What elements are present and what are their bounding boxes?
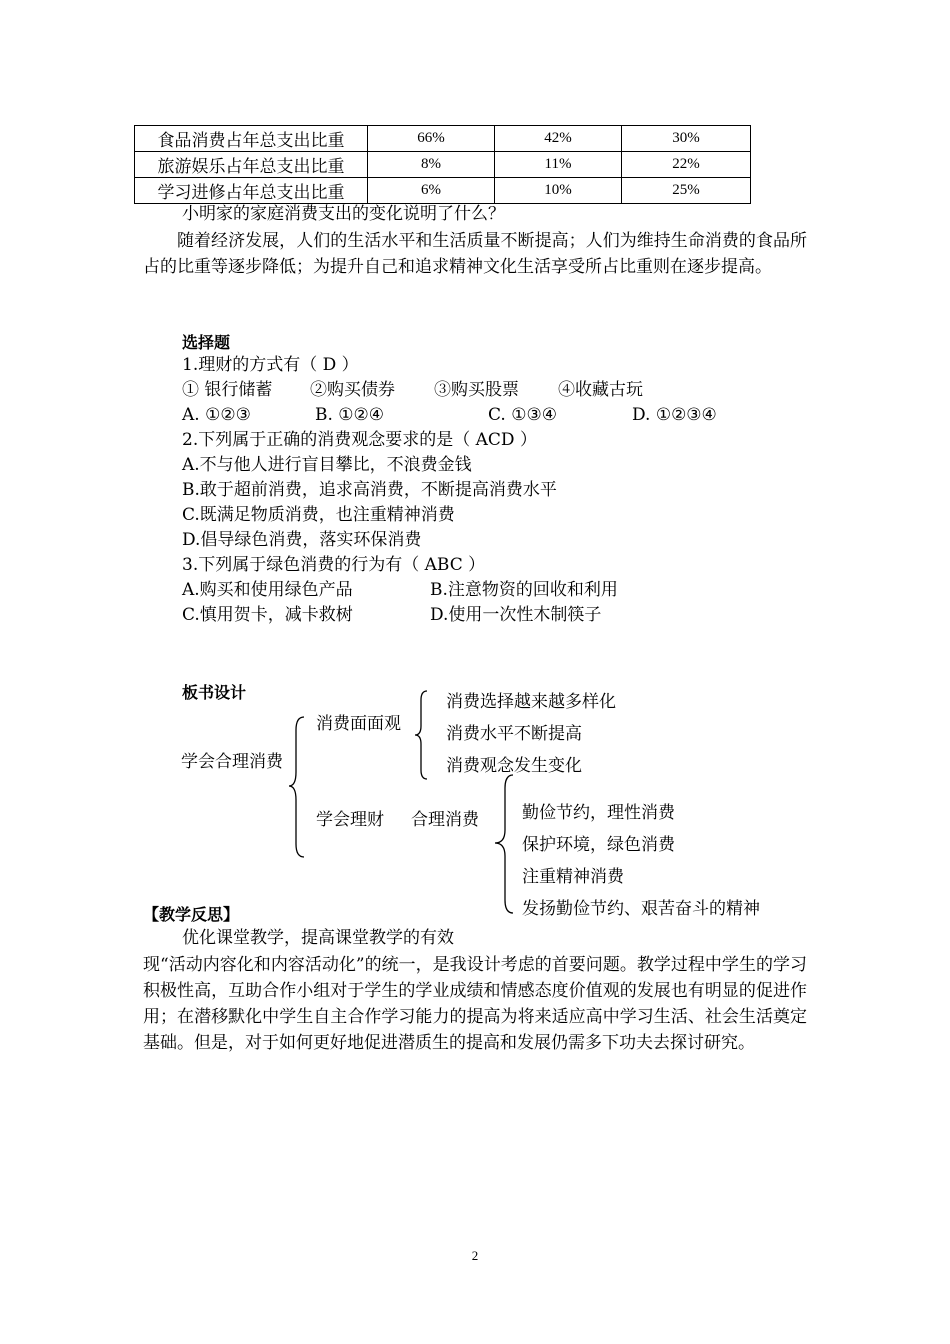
- q1-item: ②购买债券: [310, 380, 395, 400]
- q1-item: ③购买股票: [434, 380, 519, 400]
- cell-value: 22%: [622, 152, 751, 178]
- page-number: 2: [471, 1248, 479, 1263]
- branch-2-brace-icon: [494, 774, 516, 914]
- choice-heading: 选择题: [182, 333, 231, 352]
- cell-value: 42%: [495, 126, 622, 152]
- q2-option: A.不与他人进行盲目攀比，不浪费金钱: [182, 455, 472, 475]
- board-heading: 板书设计: [182, 683, 247, 702]
- consumption-table: [134, 125, 751, 204]
- cell-value: 66%: [368, 126, 495, 152]
- branch-2-item: 发扬勤俭节约、艰苦奋斗的精神: [522, 899, 760, 919]
- branch-1-item: 消费选择越来越多样化: [446, 692, 616, 712]
- cell-value: 10%: [495, 178, 622, 204]
- table-row: [135, 178, 751, 204]
- q3-option: A.购买和使用绿色产品: [182, 580, 353, 600]
- q3-option: D.使用一次性木制筷子: [430, 605, 602, 625]
- q2-option: C.既满足物质消费，也注重精神消费: [182, 505, 455, 525]
- root-brace-icon: [288, 716, 308, 858]
- table-row: [135, 152, 751, 178]
- branch-1-item: 消费水平不断提高: [446, 724, 582, 744]
- row-label: 学习进修占年总支出比重: [135, 178, 368, 204]
- q1-option: C. ①③④: [488, 405, 557, 425]
- q2-option: B.敢于超前消费，追求高消费，不断提高消费水平: [182, 480, 557, 500]
- reflection-first-line: 优化课堂教学，提高课堂教学的有效: [182, 928, 454, 948]
- board-root: 学会合理消费: [181, 752, 283, 772]
- cell-value: 11%: [495, 152, 622, 178]
- reflection-body: 现“活动内容化和内容活动化”的统一，是我设计考虑的首要问题。教学过程中学生的学习积极性高，互助合作小组对于学生的学业成绩和情感态度价值观的发展也有明显的促进作用；在潜移默化中学生自主合作学习能力的提高为将来适应高中学习生活、社会生活奠定基础。但是，对于如何更好地促进潜质生的提高和发展仍需多下功夫去探讨研究。: [143, 955, 807, 1053]
- branch-1-item: 消费观念发生变化: [446, 756, 582, 776]
- q1-option: A. ①②③: [182, 405, 251, 425]
- discussion-answer: 随着经济发展，人们的生活水平和生活质量不断提高；人们为维持生命消费的食品所占的比重等逐步降低；为提升自己和追求精神文化生活享受所占比重则在逐步提高。: [143, 231, 807, 277]
- cell-value: 25%: [622, 178, 751, 204]
- q3-option: B.注意物资的回收和利用: [430, 580, 618, 600]
- question-3: 3.下列属于绿色消费的行为有（ ABC ）: [182, 555, 486, 575]
- q1-item: ④收藏古玩: [558, 380, 643, 400]
- table-row: [135, 126, 751, 152]
- discussion-question: 小明家的家庭消费支出的变化说明了什么？: [182, 204, 505, 224]
- branch-2-label-a: 学会理财: [316, 810, 384, 830]
- cell-value: 8%: [368, 152, 495, 178]
- branch-2-label-b: 合理消费: [411, 810, 479, 830]
- question-2: 2.下列属于正确的消费观念要求的是（ ACD ）: [182, 430, 537, 450]
- cell-value: 6%: [368, 178, 495, 204]
- branch-2-item: 保护环境，绿色消费: [522, 835, 675, 855]
- reflection-heading: 【教学反思】: [143, 905, 240, 924]
- branch-2-item: 注重精神消费: [522, 867, 624, 887]
- branch-1-label: 消费面面观: [316, 714, 401, 734]
- q1-option: B. ①②④: [315, 405, 385, 425]
- row-label: 食品消费占年总支出比重: [135, 126, 368, 152]
- q1-item: ① 银行储蓄: [182, 380, 273, 400]
- q1-option: D. ①②③④: [632, 405, 717, 425]
- q2-option: D.倡导绿色消费，落实环保消费: [182, 530, 422, 550]
- cell-value: 30%: [622, 126, 751, 152]
- q3-option: C.慎用贺卡，减卡救树: [182, 605, 353, 625]
- question-1: 1.理财的方式有（ D ）: [182, 355, 359, 375]
- branch-2-item: 勤俭节约，理性消费: [522, 803, 675, 823]
- branch-1-brace-icon: [414, 690, 430, 780]
- row-label: 旅游娱乐占年总支出比重: [135, 152, 368, 178]
